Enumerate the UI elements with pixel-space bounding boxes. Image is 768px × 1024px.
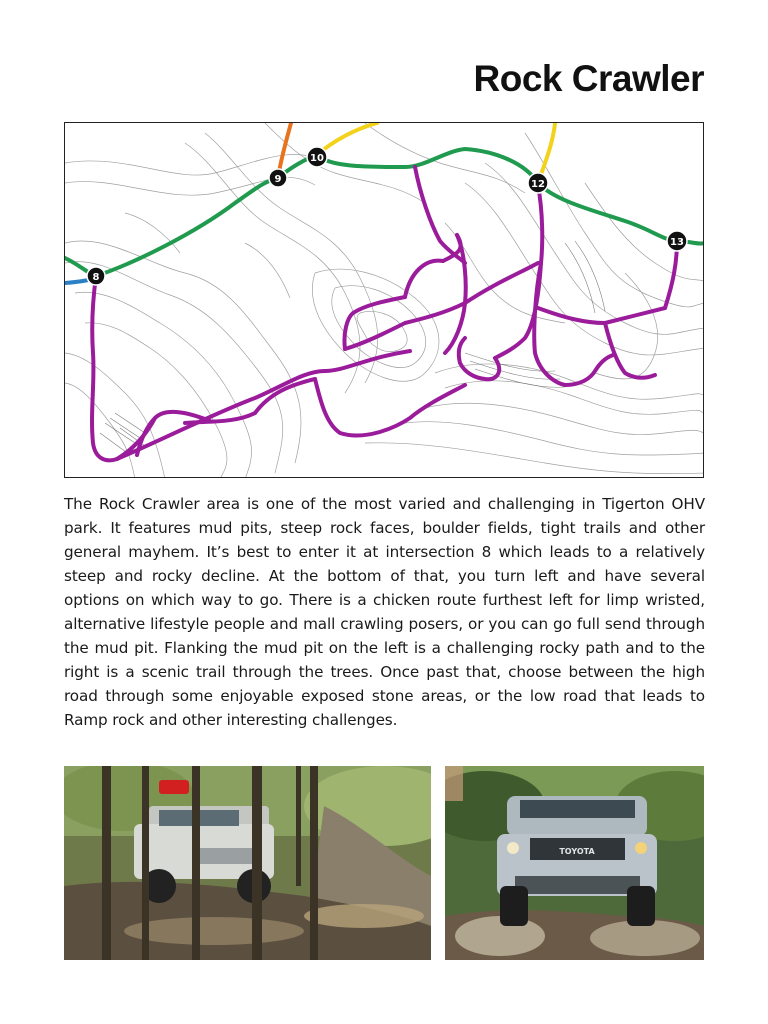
intersection-8 (87, 267, 105, 285)
body-paragraph: The Rock Crawler area is one of the most varied and challenging in Tigerton OHV park. It features mud pits, steep rock faces, boulder fields, tight trails and other general mayhem. It’s best to enter it at intersection 8 which leads to a relatively steep and rocky decline. At the bottom of that, you turn left and have several options on which way to go. There is a chicken route furthest left for limp wristed, alternative lifestyle people and mall crawling posers, or you can go full send through the mud pit. Flanking the mud pit on the left is a challenging rocky path and to the right is a scenic trail through the trees. Once past that, choose between the high road through some enjoyable exposed stone areas, or the low road that leads to Ramp rock and other interesting challenges. (64, 495, 705, 729)
trail-map (64, 122, 704, 478)
svg-text:8: 8 (92, 272, 100, 283)
main-trail (65, 149, 704, 276)
page-title: Rock Crawler (473, 58, 704, 99)
intersection-10 (307, 147, 327, 167)
svg-text:12: 12 (531, 179, 545, 190)
svg-text:TOYOTA: TOYOTA (559, 847, 595, 856)
intersection-9 (269, 169, 287, 187)
svg-text:9: 9 (274, 174, 282, 185)
svg-text:13: 13 (670, 237, 684, 248)
yellow-trail-left (317, 123, 377, 155)
svg-text:10: 10 (310, 153, 324, 164)
photo-jeep-mud-pit (64, 766, 431, 960)
intersection-12 (528, 173, 548, 193)
photo-toyota-rock-crawl (445, 766, 704, 960)
intersection-13 (667, 231, 687, 251)
